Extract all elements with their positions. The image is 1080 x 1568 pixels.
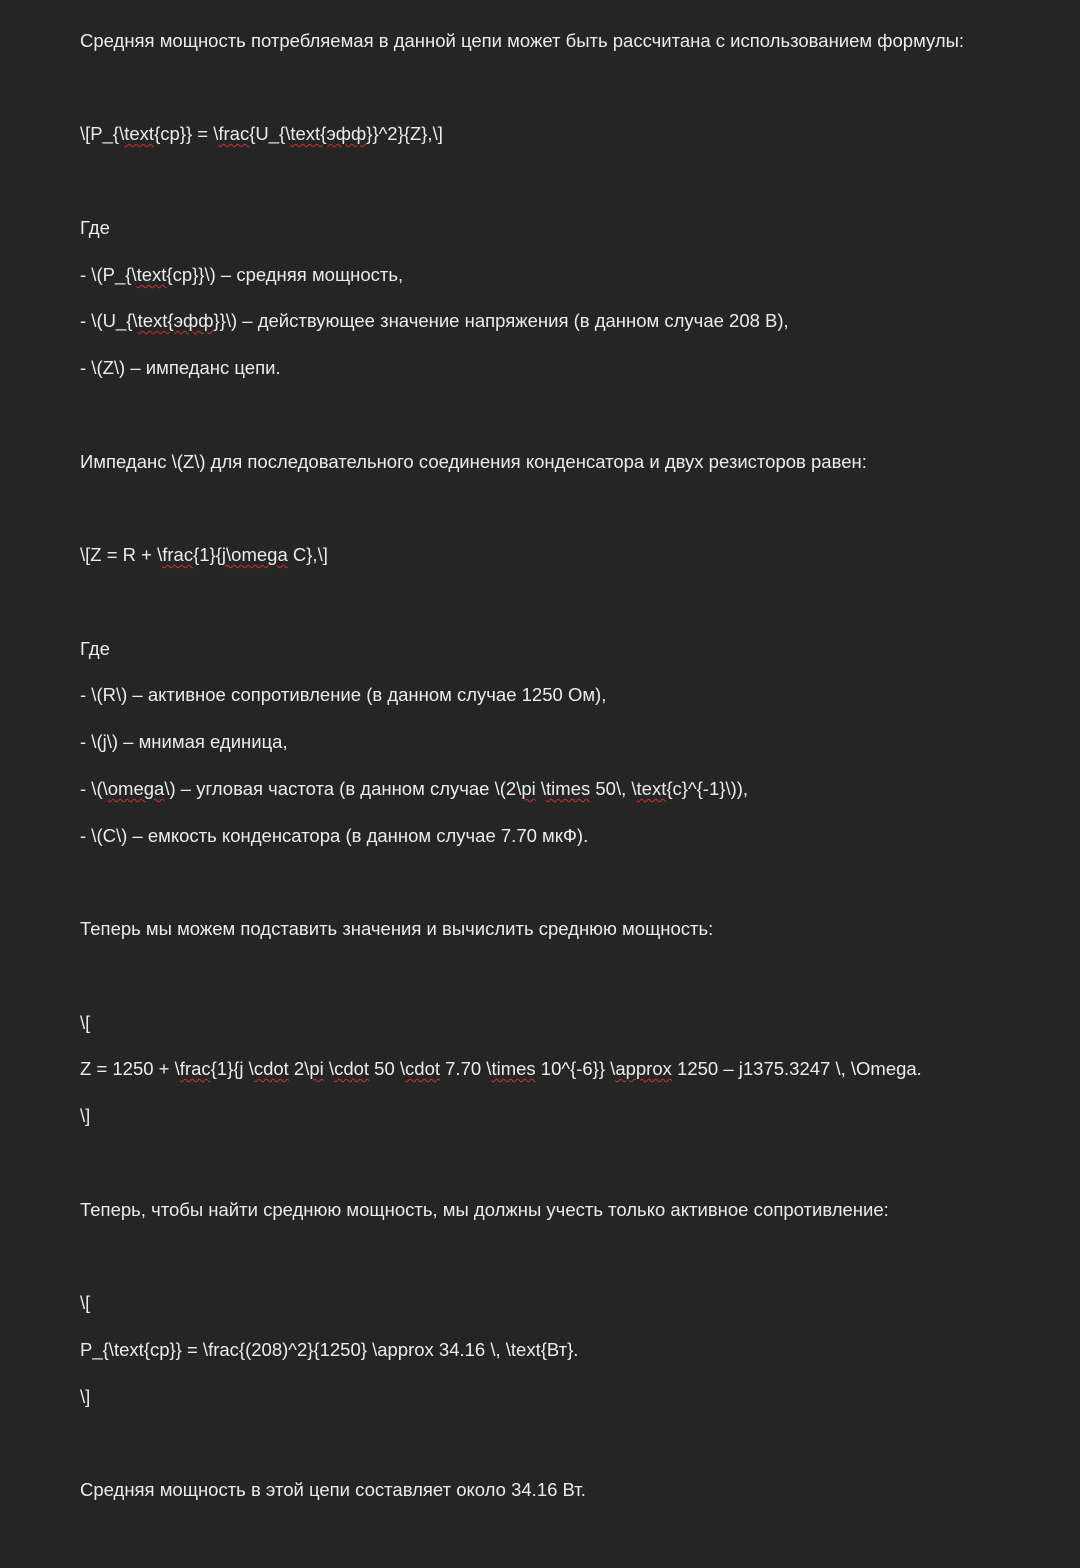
paragraph-conclusion: Средняя мощность в этой цепи составляет около 34.16 Вт. <box>80 1479 586 1500</box>
paragraph-active-resistance: Теперь, чтобы найти среднюю мощность, мы должны учесть только активное сопротивление: <box>80 1199 889 1220</box>
spellcheck-word: cdot <box>405 1058 440 1079</box>
spellcheck-word: frac <box>162 544 194 565</box>
spellcheck-word: cdot <box>253 1058 289 1079</box>
text-segment: \ <box>323 1058 335 1079</box>
spellcheck-word: frac <box>218 123 250 144</box>
text-segment: 50\, \ <box>590 778 637 799</box>
text-segment: {1}{j \ <box>210 1058 254 1079</box>
formula-close-bracket-2: \] <box>80 1386 91 1407</box>
paragraph-where-2: Где <box>80 638 110 659</box>
text-segment: \) – угловая частота (в данном случае \(2\ <box>164 778 522 799</box>
spellcheck-word: text{эфф <box>137 310 214 331</box>
spellcheck-word: times <box>546 778 591 799</box>
text-segment: Z = 1250 + \ <box>80 1058 180 1079</box>
text-segment: }}^2}{Z},\] <box>366 123 443 144</box>
text-segment: - \(\ <box>80 778 108 799</box>
text-segment: 7.70 \ <box>440 1058 492 1079</box>
spellcheck-word: pi <box>309 1058 324 1079</box>
list-item-imaginary-unit: - \(j\) – мнимая единица, <box>80 731 288 752</box>
spellcheck-word: text <box>124 123 155 144</box>
text-segment: 2\ <box>288 1058 310 1079</box>
text-segment: }}\) – действующее значение напряжения (в данном случае 208 В), <box>213 310 789 331</box>
spellcheck-word: pi <box>521 778 536 799</box>
spellcheck-word: j\omega <box>221 544 288 565</box>
text-segment: C},\] <box>287 544 328 565</box>
spellcheck-word: text <box>636 778 667 799</box>
formula-open-bracket-2: \[ <box>80 1292 91 1313</box>
text-segment: \[P_{\ <box>80 123 125 144</box>
paragraph-substitute: Теперь мы можем подставить значения и вычислить среднюю мощность: <box>80 918 714 939</box>
formula-close-bracket: \] <box>80 1105 91 1126</box>
text-segment: {ср}} = \ <box>154 123 219 144</box>
text-segment: 1250 – j1375.3247 \, \Omega. <box>671 1058 922 1079</box>
text-segment: \[Z = R + \ <box>80 544 163 565</box>
spellcheck-word: text <box>136 264 167 285</box>
text-segment: \ <box>535 778 547 799</box>
text-segment: {1}{ <box>193 544 222 565</box>
text-segment: {ср}}\) – средняя мощность, <box>166 264 404 285</box>
formula-impedance-value <box>80 1057 922 1081</box>
list-item-impedance: - \(Z\) – импеданс цепи. <box>80 357 281 378</box>
list-item-capacitance: - \(C\) – емкость конденсатора (в данном случае 7.70 мкФ). <box>80 825 589 846</box>
formula-power-value: P_{\text{ср}} = \frac{(208)^2}{1250} \approx 34.16 \, \text{Вт}. <box>80 1339 579 1360</box>
formula-average-power <box>80 122 443 146</box>
paragraph-impedance: Импеданс \(Z\) для последовательного соединения конденсатора и двух резисторов равен: <box>80 451 867 472</box>
formula-open-bracket: \[ <box>80 1012 91 1033</box>
paragraph-where: Где <box>80 217 110 238</box>
spellcheck-word: frac <box>179 1058 211 1079</box>
text-segment: - \(U_{\ <box>80 310 138 331</box>
formula-impedance <box>80 543 328 567</box>
spellcheck-word: cdot <box>334 1058 370 1079</box>
text-segment: 50 \ <box>369 1058 406 1079</box>
list-item-power <box>80 263 403 287</box>
spellcheck-word: times <box>491 1058 536 1079</box>
text-segment: {U_{\ <box>249 123 291 144</box>
text-segment: - \(P_{\ <box>80 264 137 285</box>
text-segment: {с}^{-1}\)), <box>666 778 749 799</box>
list-item-resistance: - \(R\) – активное сопротивление (в данном случае 1250 Ом), <box>80 684 607 705</box>
paragraph-intro: Средняя мощность потребляемая в данной цепи может быть рассчитана с использованием формулы: <box>80 30 965 51</box>
spellcheck-word: text{эфф <box>290 123 367 144</box>
text-segment: 10^{-6}} \ <box>535 1058 616 1079</box>
spellcheck-word: omega <box>107 778 165 799</box>
list-item-angular-frequency <box>80 777 748 801</box>
list-item-voltage <box>80 309 789 333</box>
spellcheck-word: approx <box>615 1058 672 1079</box>
